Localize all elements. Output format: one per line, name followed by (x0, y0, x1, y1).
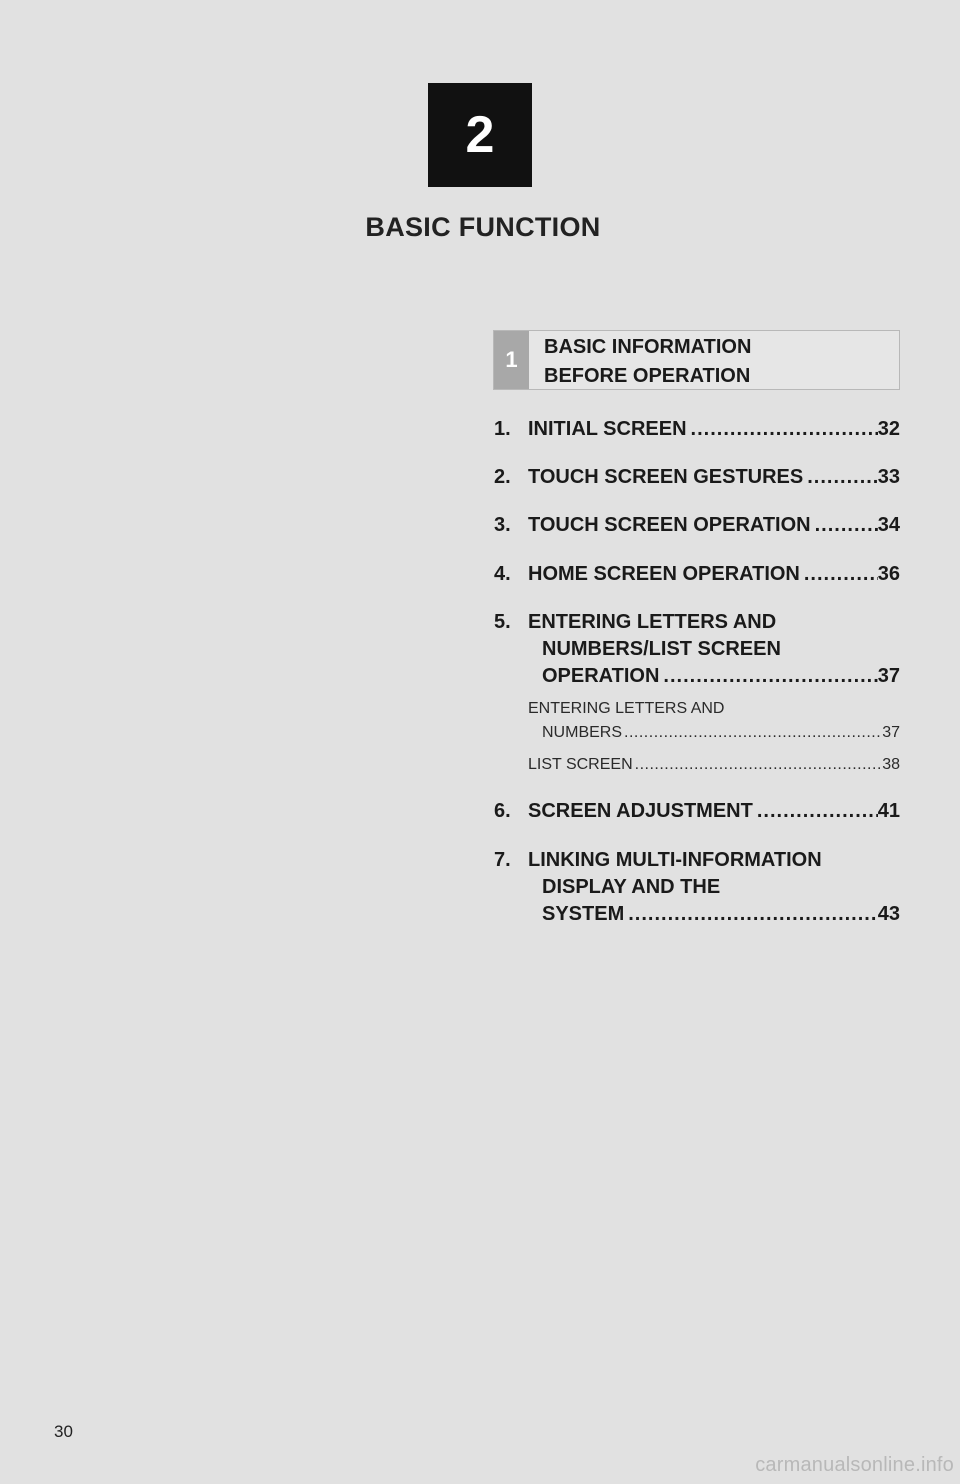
toc-item-title: INITIAL SCREEN (528, 418, 687, 440)
toc-subitem-entering-letters-numbers[interactable] (528, 697, 900, 745)
toc-item-title-continued: NUMBERS/LIST SCREEN (542, 638, 781, 660)
toc-leader-dots (659, 663, 877, 690)
watermark: carmanualsonline.info (755, 1454, 954, 1476)
toc-leader-dots (811, 512, 878, 539)
toc-leader-dots (624, 901, 878, 928)
section-header (493, 330, 900, 390)
toc-leader-dots (803, 464, 878, 491)
toc-subitem-title: ENTERING LETTERS AND (528, 700, 725, 717)
toc-subitem-page: 38 (882, 756, 900, 773)
toc-item-touch-screen-operation[interactable] (494, 512, 900, 539)
toc-item-title: SCREEN ADJUSTMENT (528, 800, 753, 822)
toc-leader-dots (687, 416, 878, 443)
toc-item-title-continued: DISPLAY AND THE (542, 876, 721, 898)
toc-item-page: 43 (877, 903, 900, 925)
toc-item-page: 37 (877, 665, 900, 687)
toc-item-page: 41 (877, 800, 900, 822)
toc-item-number: 5. (494, 611, 511, 633)
toc-item-touch-screen-gestures[interactable] (494, 464, 900, 491)
toc-leader-dots (633, 753, 883, 777)
chapter-title: BASIC FUNCTION (365, 212, 601, 242)
toc-item-screen-adjustment[interactable] (494, 798, 900, 825)
toc-leader-dots (800, 561, 878, 588)
toc-item-title-continued: SYSTEM (542, 903, 625, 925)
toc-item-title: TOUCH SCREEN OPERATION (528, 514, 811, 536)
toc-subitem-list-screen[interactable] (528, 753, 900, 777)
toc-item-number: 6. (494, 800, 511, 822)
chapter-number-box (428, 83, 532, 187)
chapter-number: 2 (465, 106, 495, 164)
toc-subitem-page: 37 (882, 724, 900, 741)
section-title-line-1: BASIC INFORMATION (544, 336, 752, 358)
toc-item-page: 34 (877, 514, 900, 536)
toc-item-title: HOME SCREEN OPERATION (528, 563, 800, 585)
toc-item-home-screen-operation[interactable] (494, 561, 900, 588)
toc-item-title: LINKING MULTI-INFORMATION (528, 849, 822, 871)
toc-leader-dots (753, 798, 878, 825)
section-title-line-2: BEFORE OPERATION (544, 365, 751, 387)
toc-item-entering-letters[interactable] (494, 609, 900, 690)
toc-item-initial-screen[interactable] (494, 416, 900, 443)
toc-leader-dots (622, 721, 882, 745)
page-number: 30 (54, 1422, 73, 1441)
toc-item-number: 1. (494, 418, 511, 440)
toc-item-title: TOUCH SCREEN GESTURES (528, 466, 804, 488)
toc-item-page: 32 (877, 418, 900, 440)
toc-item-linking-multi-information[interactable] (494, 847, 900, 928)
toc-item-title: ENTERING LETTERS AND (528, 611, 777, 633)
toc-item-number: 3. (494, 514, 511, 536)
section-title (544, 333, 751, 391)
toc-item-page: 36 (877, 563, 900, 585)
toc-item-number: 2. (494, 466, 511, 488)
toc-subitem-title: LIST SCREEN (528, 756, 633, 773)
toc-item-title-continued: OPERATION (542, 665, 660, 687)
toc-item-page: 33 (877, 466, 900, 488)
section-number: 1 (494, 331, 529, 389)
toc-item-number: 4. (494, 563, 511, 585)
toc-item-number: 7. (494, 849, 511, 871)
toc-subitem-title-continued: NUMBERS (542, 724, 623, 741)
